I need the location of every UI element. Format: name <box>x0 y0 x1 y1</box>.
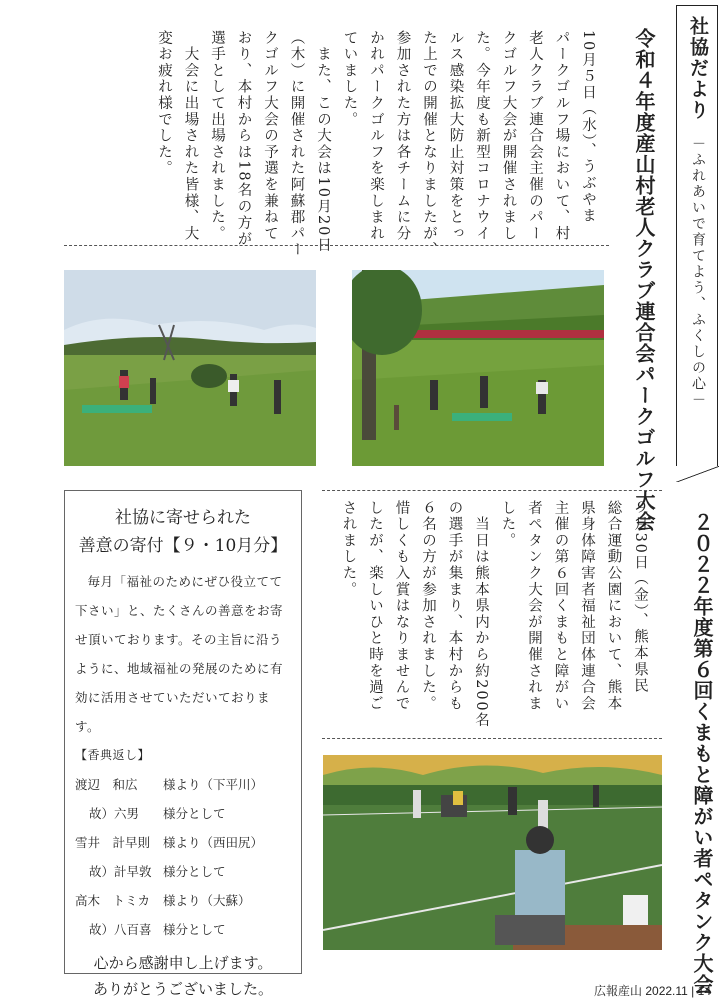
divider-top <box>64 245 609 246</box>
divider-bottom <box>322 738 662 739</box>
article2-title: ２０２２年度第６回くまもと障がい者ペタンク大会 <box>690 512 714 995</box>
donation-name: 故）計早敦 <box>89 864 152 879</box>
article2-column: したが、楽しいひと時を過ご <box>367 500 383 712</box>
header-title: 社協だより <box>687 16 709 121</box>
donation-row <box>75 886 291 915</box>
donation-name: 高木 トミカ <box>75 893 151 908</box>
donation-name: 雪井 計早則 <box>75 835 151 850</box>
parkgolf-photo-2 <box>352 270 604 466</box>
parkgolf-photo-1 <box>64 270 316 466</box>
donation-row <box>75 770 291 799</box>
petanque-photo <box>323 755 662 950</box>
article1-title: 令和４年度産山村老人クラブ連合会パークゴルフ大会 <box>632 28 656 532</box>
article2-column: されました。 <box>340 500 357 598</box>
article2-body <box>335 500 653 729</box>
article1-column: クゴルフ大会が開催されまし <box>500 30 517 242</box>
article2-column: 惜しくも入賞はなりませんで <box>393 500 410 712</box>
donation-section-label: 【香典返し】 <box>75 748 151 762</box>
donation-list <box>75 770 291 944</box>
donation-row <box>75 799 291 828</box>
article1-column: 10月５日（水）、うぶやま <box>580 30 596 225</box>
donation-name: 渡辺 和広 <box>75 777 138 792</box>
donation-detail: 様分として <box>163 922 226 937</box>
donation-intro: 毎月「福祉のためにぜひ役立てて下さい」と、たくさんの善意をお寄せ頂いております。その主旨に沿うように、地域福祉の発展のために有効に活用させていただいております。 <box>75 574 284 734</box>
article2-column: 県身体障害者福祉団体連合会 <box>579 500 595 712</box>
donation-row <box>75 915 291 944</box>
article1-column: 変お疲れ様でした。 <box>156 30 172 177</box>
article1-column: 参加された方は各チームに分 <box>394 30 411 242</box>
donation-detail: 様より（西田尻） <box>163 835 264 850</box>
article1-column: ルス感染拡大防止対策をとっ <box>447 30 464 242</box>
article1-column: かれパークゴルフを楽しまれ <box>368 30 384 242</box>
article2-column: 総合運動公園において、熊本 <box>605 500 622 712</box>
donation-heading-2: 善意の寄付【９・10月分】 <box>78 536 288 556</box>
article1-column: （木）に開催された阿蘇郡パー <box>288 30 305 259</box>
article2-column: ９月30日（金）、熊本県民 <box>632 500 648 695</box>
donation-heading-1: 社協に寄せられた <box>115 508 251 528</box>
donation-name: 故）六男 <box>89 806 140 821</box>
header-banner <box>676 5 718 466</box>
donation-box <box>64 490 302 998</box>
article1-column: 選手として出場されました。 <box>209 30 225 242</box>
donation-closing-1: 心から感謝申し上げます。 <box>93 954 273 972</box>
article1-column: た上での開催となりましたが、 <box>421 30 437 259</box>
article1-column: また、この大会は10月20日 <box>315 30 331 254</box>
article1-column: た。今年度も新型コロナウイ <box>474 30 490 242</box>
donation-detail: 様より（下平川） <box>163 777 264 792</box>
article2-column: の選手が集まり、本村からも <box>446 500 463 712</box>
article1-column: 老人クラブ連合会主催のパー <box>527 30 543 242</box>
article1-column: クゴルフ大会の予選を兼ねて <box>262 30 278 242</box>
donation-detail: 様より（大蘇） <box>163 893 251 908</box>
article2-column: 者ペタンク大会が開催されま <box>526 500 542 712</box>
donation-row <box>75 857 291 886</box>
article1-column: 大会に出場された皆様、大 <box>182 30 199 242</box>
header-subtitle: －ふれあいで育てよう、ふくしの心－ <box>690 136 706 408</box>
article1-column: パークゴルフ場において、村 <box>553 30 570 242</box>
article1-column: おり、本村からは18名の方が <box>235 30 252 248</box>
article2-column: ６名の方が参加されました。 <box>420 500 436 712</box>
donation-closing-2: ありがとうございました。 <box>92 980 273 998</box>
article1-column: ていました。 <box>341 30 358 128</box>
article2-column: 当日は熊本県内から約200名 <box>473 500 489 729</box>
article2-column: 主催の第６回くまもと障がい <box>552 500 569 712</box>
page-footer: 広報産山 2022.11 | 14 <box>594 984 711 998</box>
donation-detail: 様分として <box>163 864 226 879</box>
donation-row <box>75 828 291 857</box>
article2-column: した。 <box>499 500 516 549</box>
donation-name: 故）八百喜 <box>89 922 152 937</box>
divider-mid <box>322 490 662 491</box>
article1-body <box>151 30 602 258</box>
donation-detail: 様分として <box>163 806 226 821</box>
